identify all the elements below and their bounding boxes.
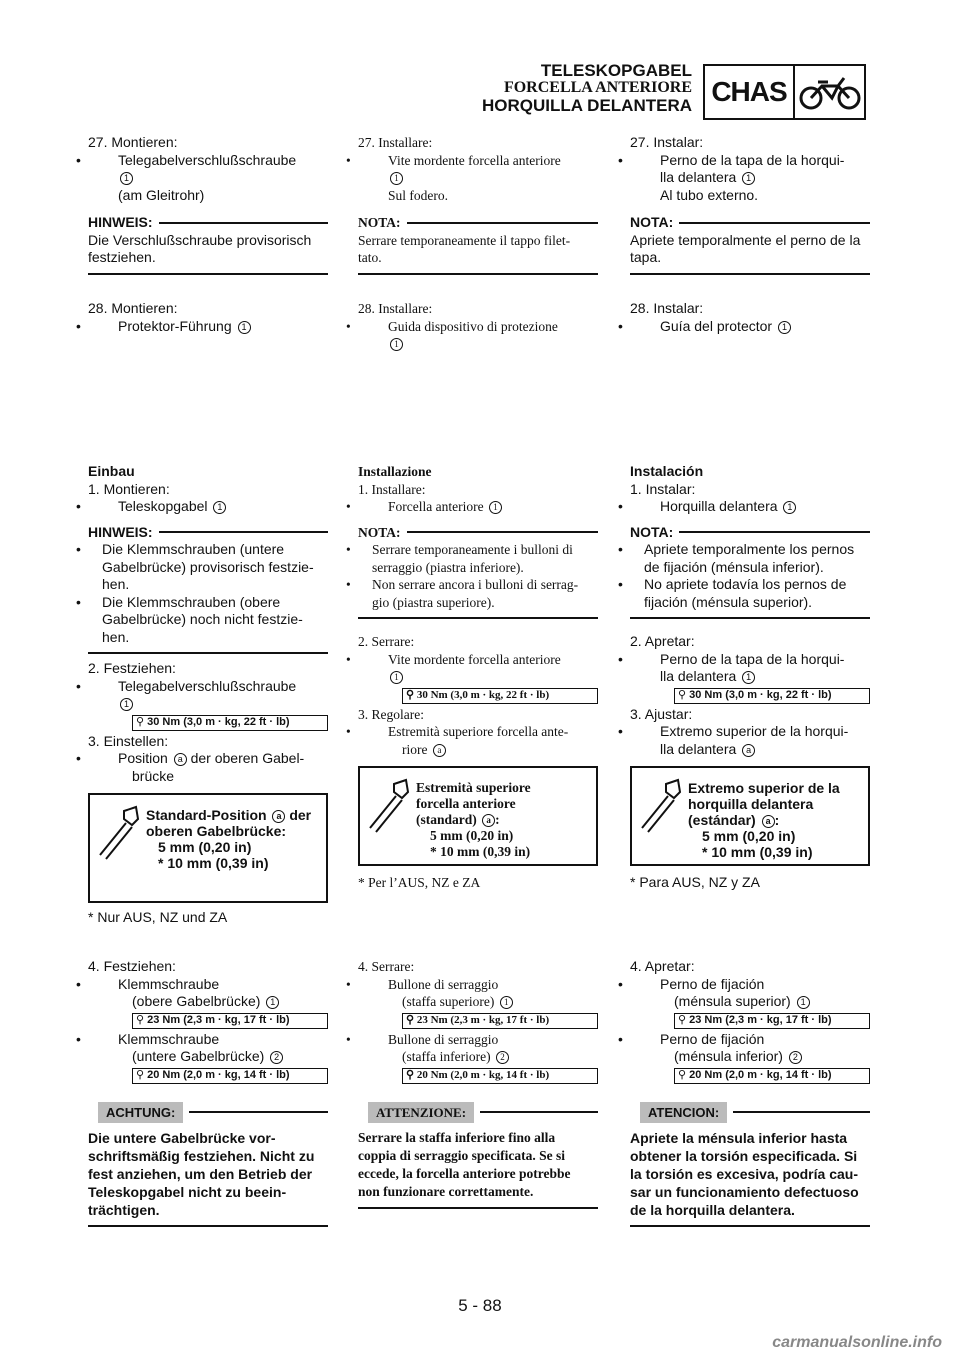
step-4-item: (obere Gabelbrücke) (132, 993, 261, 1009)
spec-value: * 10 mm (0,39 in) (430, 844, 531, 859)
step-1-head: 1. Montieren: (88, 480, 170, 497)
wrench-icon (366, 776, 412, 836)
warning-label: ACHTUNG: (98, 1102, 183, 1124)
spec-label: forcella anteriore (416, 796, 516, 811)
step-3-head: 3. Einstellen: (88, 732, 169, 749)
callout-marker: 1 (390, 338, 403, 351)
warning-text: Apriete la ménsula inferior hasta obtener la torsión especificada. Si la torsión es excesiva, podría cau- sar un funcionamiento defectuoso de la horquilla delantera. (630, 1130, 859, 1218)
callout-marker: 1 (390, 671, 403, 684)
spec-label: (estándar) (688, 812, 756, 828)
step-27-item: lla delantera (660, 169, 737, 185)
step-3-head: 3. Regolare: (358, 706, 424, 722)
step-3-item: • Estremità superiore forcella ante- (358, 723, 598, 741)
step-4-item: (staffa inferiore) (402, 1049, 491, 1064)
callout-marker: 1 (500, 996, 513, 1009)
note-text: • Die Klemmschrauben (untere (88, 541, 328, 559)
chas-section-badge (703, 64, 866, 120)
warning-label: ATENCION: (640, 1102, 727, 1124)
spec-label: Extremo superior de la (688, 780, 840, 796)
spec-value: 5 mm (0,20 in) (430, 828, 514, 843)
footnote: * Nur AUS, NZ und ZA (88, 909, 228, 925)
es-installation (630, 463, 870, 892)
step-1-head: 1. Instalar: (630, 480, 696, 497)
callout-marker: 1 (213, 501, 226, 514)
step-1-head: 1. Installare: (358, 481, 426, 497)
callout-marker: 1 (742, 172, 755, 185)
wrench-icon (96, 803, 142, 863)
step-4-item: • Bullone di serraggio (358, 976, 598, 994)
chas-label: CHAS (705, 66, 795, 118)
section-title: Instalación (630, 463, 704, 479)
step-4-item: • Perno de fijación (630, 976, 870, 994)
spec-label: der (289, 807, 312, 823)
callout-marker: 1 (797, 996, 810, 1009)
note-label: HINWEIS: (88, 523, 153, 540)
spec-value: 5 mm (0,20 in) (702, 828, 796, 844)
step-1-item: Forcella anteriore (388, 499, 484, 514)
note-text: Apriete temporalmente el perno de la (630, 231, 861, 248)
torque-spec: ⚲ 30 Nm (3,0 m · kg, 22 ft · lb) (402, 688, 598, 704)
callout-marker: 1 (742, 671, 755, 684)
es-step-4 (630, 958, 870, 1227)
step-4-item: (untere Gabelbrücke) (132, 1048, 265, 1064)
spec-label: oberen Gabelbrücke: (146, 823, 287, 839)
callout-marker: 1 (238, 321, 251, 334)
note-label: NOTA: (630, 214, 674, 230)
step-2-head: 2. Festziehen: (88, 660, 176, 676)
de-installation (88, 463, 328, 927)
note-text: • Die Klemmschrauben (obere (88, 594, 328, 612)
note-text: Serrare temporaneamente il tappo filet- (358, 232, 571, 248)
step-3-item-cont: der oberen Gabel- (190, 750, 305, 766)
torque-spec: ⚲ 30 Nm (3,0 m · kg, 22 ft · lb) (132, 715, 328, 731)
spec-value: * 10 mm (0,39 in) (702, 844, 813, 860)
step-28-head: 28. Instalar: (630, 300, 704, 316)
step-2-head: 2. Apretar: (630, 633, 695, 649)
step-2-item: • Vite mordente forcella anteriore (358, 651, 598, 669)
step-3-item-cont: riore (402, 741, 428, 757)
section-title: Einbau (88, 463, 135, 479)
spec-label: horquilla delantera (688, 796, 814, 812)
callout-marker: 1 (266, 996, 279, 1009)
step-27-head: 27. Instalar: (630, 134, 704, 150)
note-label: NOTA: (358, 215, 401, 230)
spec-box (88, 793, 328, 903)
note-text: serraggio (piastra inferiore). (372, 559, 524, 575)
it-step-4 (358, 958, 598, 1209)
spec-value: * 10 mm (0,39 in) (158, 855, 269, 871)
callout-marker: a (272, 810, 285, 823)
step-1-item: Teleskopgabel (118, 498, 208, 514)
step-4-head: 4. Apretar: (630, 958, 695, 974)
note-text: festziehen. (88, 249, 156, 265)
step-28-head: 28. Installare: (358, 301, 433, 316)
de-step-4 (88, 958, 328, 1227)
warning-label: ATTENZIONE: (368, 1102, 474, 1124)
torque-spec: ⚲ 23 Nm (2,3 m · kg, 17 ft · lb) (402, 1013, 598, 1029)
spec-box: Estremità superiore forcella anteriore (standard) a : 5 mm (0,20 in) * 10 mm (0,39 in) (358, 766, 598, 866)
note-text: • Serrare temporaneamente i bulloni di (358, 541, 598, 559)
warning-text: Serrare la staffa inferiore fino alla coppia di serraggio specificata. Se si eccede, la forcella anteriore potrebbe non funzionare correttamente. (358, 1130, 571, 1199)
step-27-note: (am Gleitrohr) (118, 186, 205, 203)
footnote: * Per l’AUS, NZ e ZA (358, 875, 481, 890)
step-28-head: 28. Montieren: (88, 300, 178, 316)
note-text: • Non serrare ancora i bulloni di serrag- (358, 576, 598, 594)
torque-spec: ⚲ 20 Nm (2,0 m · kg, 14 ft · lb) (132, 1068, 328, 1084)
column-german (88, 134, 328, 275)
step-27-head: 27. Installare: (358, 135, 433, 150)
note-text: Gabelbrücke) provisorisch festzie- (102, 558, 314, 575)
callout-marker: 2 (789, 1051, 802, 1064)
step-3-item: • Extremo superior de la horqui- (630, 723, 870, 741)
step-4-item: • Bullone di serraggio (358, 1031, 598, 1049)
step-27-item: • Perno de la tapa de la horqui- (630, 152, 870, 170)
spec-box: Extremo superior de la horquilla delantera (estándar) a : 5 mm (0,20 in) * 10 mm (0,39 in) (630, 766, 870, 866)
note-text: • Apriete temporalmente los pernos (630, 541, 870, 559)
note-label: NOTA: (358, 524, 401, 540)
step-4-head: 4. Serrare: (358, 959, 415, 974)
spec-value: 5 mm (0,20 in) (158, 839, 252, 855)
step-1-item: Horquilla delantera (660, 498, 778, 514)
es-step-28 (630, 300, 870, 335)
motorcycle-icon (795, 66, 864, 118)
step-28-item: Protektor-Führung (118, 317, 232, 334)
torque-spec: ⚲ 20 Nm (2,0 m · kg, 14 ft · lb) (674, 1068, 870, 1084)
note-text: Die Verschlußschraube provisorisch (88, 231, 312, 248)
note-text: tapa. (630, 249, 662, 265)
footer-watermark: carmanualsonline.info (772, 1334, 942, 1351)
note-text: fijación (ménsula superior). (644, 593, 813, 610)
step-2-item: • Telegabelverschlußschraube (88, 678, 328, 696)
callout-marker: 1 (489, 501, 502, 514)
header-title-de: TELESKOPGABEL (540, 61, 692, 80)
callout-marker: a (433, 744, 446, 757)
note-text: • No apriete todavía los pernos de (630, 576, 870, 594)
note-text: gio (piastra superiore). (372, 594, 495, 610)
note-text: tato. (358, 250, 382, 265)
step-4-item: (staffa superiore) (402, 994, 495, 1009)
column-italian (358, 134, 598, 275)
note-label: HINWEIS: (88, 214, 153, 230)
warning-text: Die untere Gabelbrücke vor- schriftsmäßig festziehen. Nicht zu fest anziehen, um den Betrieb der Teleskopgabel nicht zu beein- trächtigen. (88, 1130, 315, 1218)
note-label: NOTA: (630, 523, 674, 540)
page-number: 5 - 88 (458, 1296, 502, 1315)
note-text: hen. (102, 628, 130, 645)
callout-marker: 1 (783, 501, 796, 514)
note-text: de fijación (ménsula inferior). (644, 558, 824, 575)
callout-marker: 2 (496, 1051, 509, 1064)
step-27-note: Sul fodero. (388, 187, 448, 203)
section-title: Installazione (358, 464, 432, 479)
step-28-item: Guía del protector (660, 317, 773, 334)
step-4-head: 4. Festziehen: (88, 958, 176, 974)
step-4-item: (ménsula superior) (674, 993, 791, 1009)
step-4-item: • Klemmschraube (88, 1031, 328, 1049)
torque-spec: ⚲ 23 Nm (2,3 m · kg, 17 ft · lb) (674, 1013, 870, 1029)
step-2-item: • Perno de la tapa de la horqui- (630, 651, 870, 669)
header-title-it: FORCELLA ANTERIORE (503, 79, 692, 96)
torque-spec: ⚲ 23 Nm (2,3 m · kg, 17 ft · lb) (132, 1013, 328, 1029)
step-3-head: 3. Ajustar: (630, 705, 693, 722)
step-4-item: • Perno de fijación (630, 1031, 870, 1049)
callout-marker: a (762, 815, 775, 828)
it-installation (358, 463, 598, 892)
callout-marker: 1 (778, 321, 791, 334)
step-27-item: • Vite mordente forcella anteriore (358, 152, 598, 170)
it-step-28 (358, 300, 598, 353)
callout-marker: 2 (270, 1051, 283, 1064)
step-28-item: • Guida dispositivo di protezione (358, 318, 598, 336)
step-27-note: Al tubo externo. (660, 186, 759, 203)
step-3-item: Position (118, 750, 168, 766)
de-step-28 (88, 300, 328, 335)
note-text: Gabelbrücke) noch nicht festzie- (102, 611, 303, 627)
column-spanish (630, 134, 870, 275)
step-2-head: 2. Serrare: (358, 634, 415, 649)
torque-spec: ⚲ 20 Nm (2,0 m · kg, 14 ft · lb) (402, 1068, 598, 1084)
footnote: * Para AUS, NZ y ZA (630, 874, 760, 890)
step-27-head: 27. Montieren: (88, 134, 178, 150)
spec-label: (standard) (416, 812, 477, 827)
step-4-item: (ménsula inferior) (674, 1048, 783, 1064)
step-2-item: lla delantera (660, 668, 737, 684)
callout-marker: 1 (120, 698, 133, 711)
callout-marker: 1 (120, 172, 133, 185)
step-3-item-cont: lla delantera (660, 740, 737, 757)
callout-marker: a (742, 744, 755, 757)
step-4-item: • Klemmschraube (88, 976, 328, 994)
callout-marker: a (174, 753, 187, 766)
step-27-item: • Telegabelverschlußschraube (88, 152, 328, 170)
note-text: hen. (102, 576, 130, 592)
step-3-item-cont: brücke (132, 767, 175, 784)
callout-marker: a (482, 814, 495, 827)
spec-label: Standard-Position (146, 807, 267, 823)
spec-label: Estremità superiore (416, 780, 531, 795)
header-title-es: HORQUILLA DELANTERA (482, 96, 692, 115)
torque-spec: ⚲ 30 Nm (3,0 m · kg, 22 ft · lb) (674, 688, 870, 704)
wrench-icon (638, 776, 684, 836)
callout-marker: 1 (390, 172, 403, 185)
